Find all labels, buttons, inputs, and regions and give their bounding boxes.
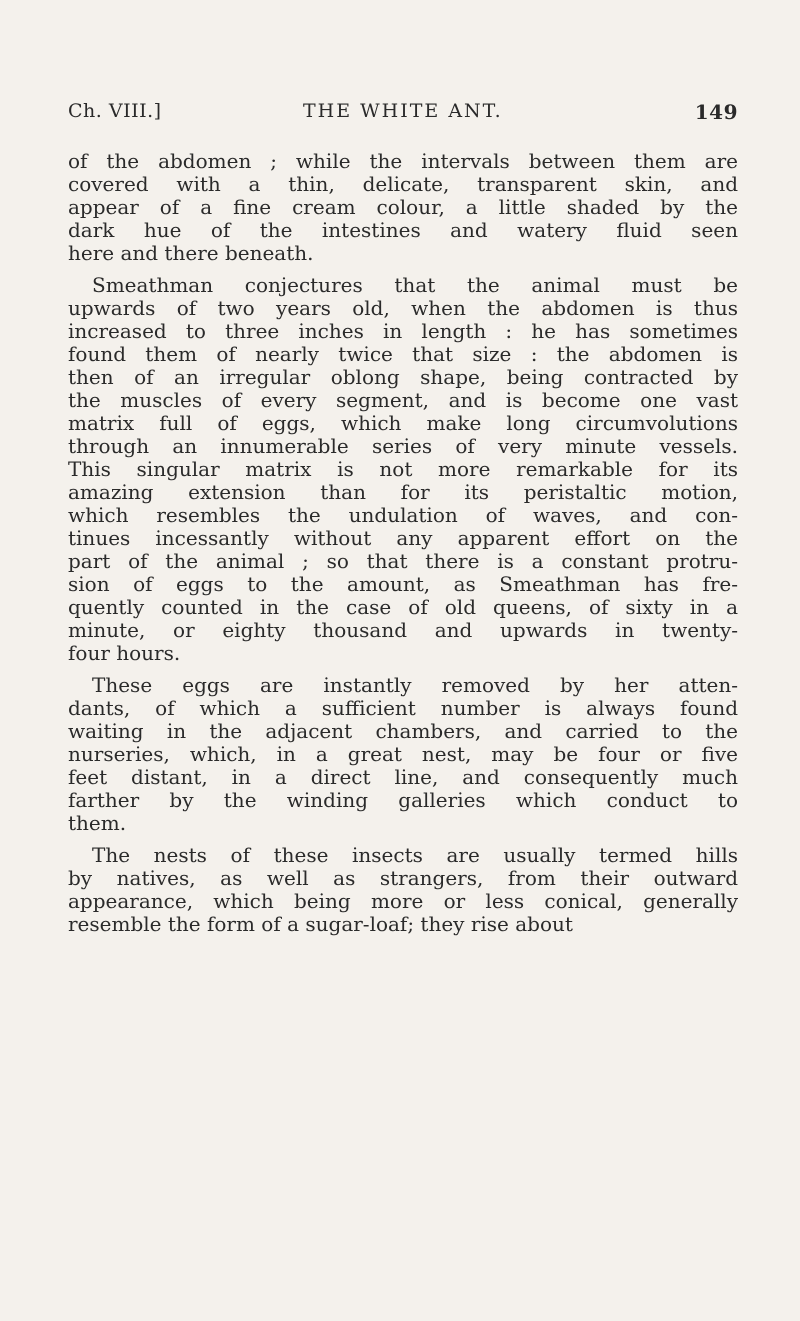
text-line: feet distant, in a direct line, and consequently much <box>68 766 738 789</box>
page-number: 149 <box>694 100 738 124</box>
text-line: here and there beneath. <box>68 242 314 265</box>
text-line: Smeathman conjectures that the animal must be <box>92 274 738 297</box>
text-line: This singular matrix is not more remarkable for its <box>68 458 738 481</box>
running-head <box>68 100 738 128</box>
chapter-label: Ch. VIII.] <box>68 100 162 122</box>
text-line: dark hue of the intestines and watery fluid seen <box>68 219 738 242</box>
text-line: part of the animal ; so that there is a constant protru- <box>68 550 738 573</box>
paragraph-gap <box>68 665 738 674</box>
text-line: appearance, which being more or less conical, generally <box>68 890 738 913</box>
text-line: increased to three inches in length : he has sometimes <box>68 320 738 343</box>
text-line: farther by the winding galleries which conduct to <box>68 789 738 812</box>
text-line: minute, or eighty thousand and upwards in twenty- <box>68 619 738 642</box>
paragraph <box>68 844 738 936</box>
text-line: tinues incessantly without any apparent effort on the <box>68 527 738 550</box>
running-title: THE WHITE ANT. <box>303 100 503 122</box>
text-line: the muscles of every segment, and is become one vast <box>68 389 738 412</box>
paragraph <box>68 674 738 835</box>
text-line: sion of eggs to the amount, as Smeathman has fre- <box>68 573 738 596</box>
text-line: appear of a fine cream colour, a little shaded by the <box>68 196 738 219</box>
paragraph-gap <box>68 835 738 844</box>
text-line: resemble the form of a sugar-loaf; they rise about <box>68 913 573 936</box>
text-line: four hours. <box>68 642 181 665</box>
text-line: found them of nearly twice that size : the abdomen is <box>68 343 738 366</box>
text-line: them. <box>68 812 127 835</box>
text-line: The nests of these insects are usually termed hills <box>92 844 738 867</box>
text-line: matrix full of eggs, which make long circumvolutions <box>68 412 738 435</box>
text-line: These eggs are instantly removed by her atten- <box>92 674 738 697</box>
text-line: amazing extension than for its peristaltic motion, <box>68 481 738 504</box>
text-line: then of an irregular oblong shape, being contracted by <box>68 366 738 389</box>
paragraph-gap <box>68 265 738 274</box>
paragraph <box>68 150 738 265</box>
text-line: of the abdomen ; while the intervals between them are <box>68 150 738 173</box>
text-line: waiting in the adjacent chambers, and carried to the <box>68 720 738 743</box>
text-line: by natives, as well as strangers, from their outward <box>68 867 738 890</box>
text-line: covered with a thin, delicate, transparent skin, and <box>68 173 738 196</box>
text-line: nurseries, which, in a great nest, may be four or five <box>68 743 738 766</box>
text-line: which resembles the undulation of waves, and con- <box>68 504 738 527</box>
text-line: upwards of two years old, when the abdomen is thus <box>68 297 738 320</box>
text-line: through an innumerable series of very minute vessels. <box>68 435 738 458</box>
text-line: quently counted in the case of old queens, of sixty in a <box>68 596 738 619</box>
text-line: dants, of which a sufficient number is always found <box>68 697 738 720</box>
paragraph <box>68 274 738 665</box>
body-text <box>68 150 738 936</box>
